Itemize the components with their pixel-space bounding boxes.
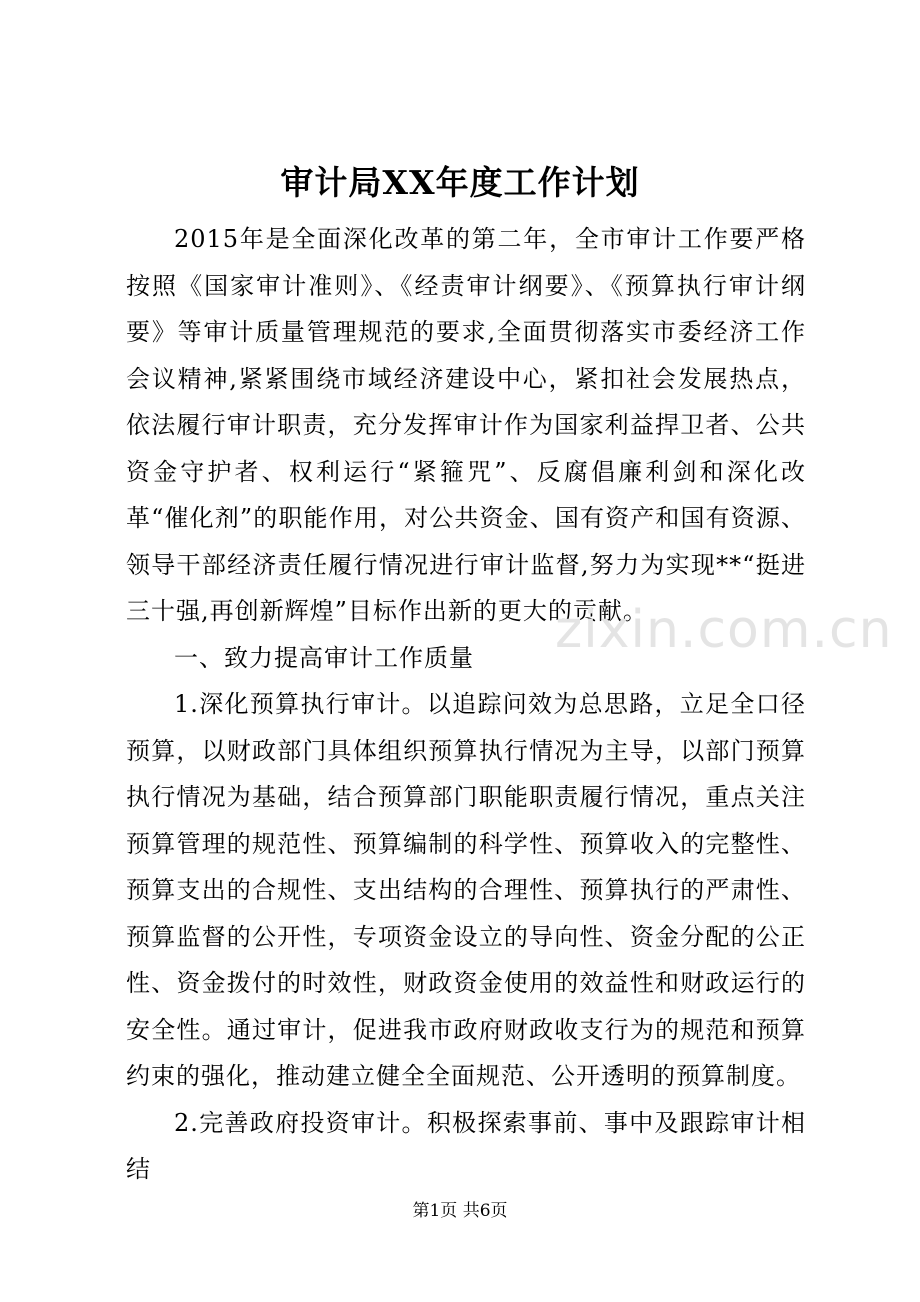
section-heading: 一、致力提高审计工作质量	[174, 643, 474, 672]
document-body	[126, 216, 806, 1193]
page-footer: 第1页 共6页	[412, 1201, 508, 1221]
intro-paragraph: 2015年是全面深化改革的第二年，全市审计工作要严格按照《国家审计准则》、《经责审计纲要》、《预算执行审计纲要》等审计质量管理规范的要求,全面贯彻落实市委经济工作会议精神,紧紧围绕市域经济建设中心，紧扣社会发展热点，依法履行审计职责，充分发挥审计作为国家利益捍卫者、公共资金守护者、权利运行“紧箍咒”、反腐倡廉利剑和深化改革“催化剂”的职能作用，对公共资金、国有资产和国有资源、领导干部经济责任履行情况进行审计监督,努力为实现**“挺进三十强,再创新辉煌”目标作出新的更大的贡献。	[126, 225, 806, 625]
item-1-paragraph: 1.深化预算执行审计。以追踪问效为总思路，立足全口径预算，以财政部门具体组织预算执行情况为主导，以部门预算执行情况为基础，结合预算部门职能职责履行情况，重点关注预算管理的规范性、预算编制的科学性、预算收入的完整性、预算支出的合规性、支出结构的合理性、预算执行的严肃性、预算监督的公开性，专项资金设立的导向性、资金分配的公正性、资金拨付的时效性，财政资金使用的效益性和财政运行的安全性。通过审计，促进我市政府财政收支行为的规范和预算约束的强化，推动建立健全全面规范、公开透明的预算制度。	[126, 690, 806, 1090]
item-2-paragraph: 2.完善政府投资审计。积极探索事前、事中及跟踪审计相结	[126, 1108, 806, 1183]
watermark: zixin.com.cn	[555, 600, 893, 660]
document-title: 审计局XX年度工作计划	[280, 163, 640, 202]
